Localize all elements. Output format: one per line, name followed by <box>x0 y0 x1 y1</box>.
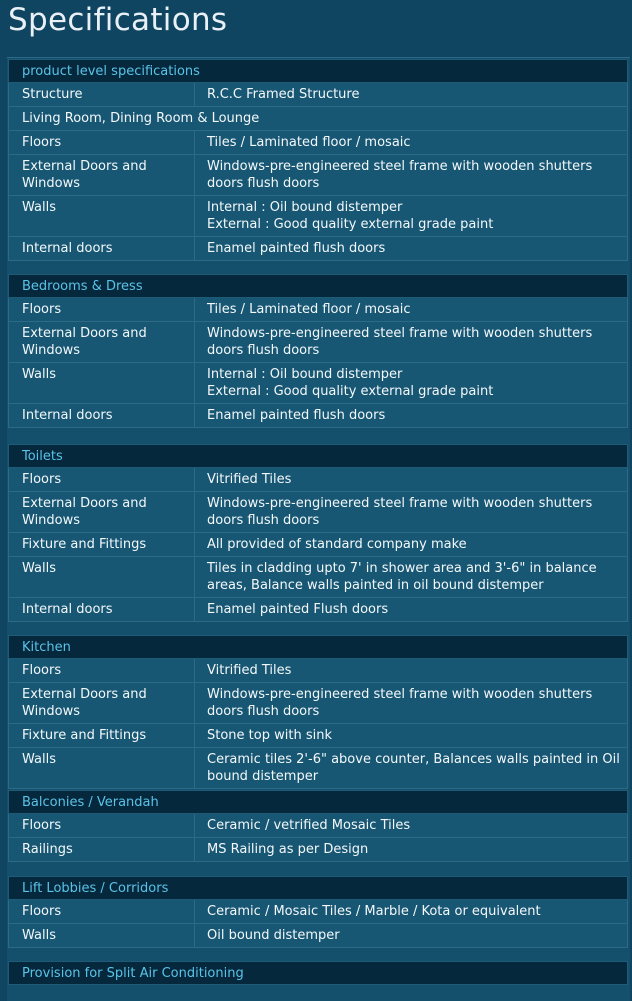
table-row <box>8 533 628 557</box>
section-heading: product level specifications <box>8 59 628 83</box>
section-heading: Toilets <box>8 444 628 468</box>
row-label: Structure <box>9 83 195 106</box>
row-label: Fixture and Fittings <box>9 724 195 747</box>
row-label: Living Room, Dining Room & Lounge <box>22 111 260 126</box>
section-product <box>8 59 628 261</box>
row-value: Windows-pre-engineered steel frame with wooden shutters doors flush doors <box>207 326 593 358</box>
row-label: External Doors and Windows <box>9 322 195 362</box>
row-value: Vitrified Tiles <box>207 472 292 487</box>
row-value: Tiles in cladding upto 7' in shower area and 3'-6" in balance areas, Balance walls painted in oil bound distemper <box>207 561 597 593</box>
section-toilets <box>8 444 628 622</box>
table-row <box>8 196 628 237</box>
row-value: Ceramic / vetrified Mosaic Tiles <box>207 818 411 833</box>
row-value: Tiles / Laminated floor / mosaic <box>207 135 411 150</box>
table-row <box>8 131 628 155</box>
row-value: Ceramic / Mosaic Tiles / Marble / Kota or equivalent <box>207 904 541 919</box>
section-kitchen <box>8 635 628 789</box>
row-label: Railings <box>9 838 195 861</box>
table-row <box>8 724 628 748</box>
table-row <box>8 900 628 924</box>
row-value: Ceramic tiles 2'-6" above counter, Balances walls painted in Oil bound distemper <box>207 752 620 784</box>
table-row <box>8 83 628 107</box>
row-value: Windows-pre-engineered steel frame with wooden shutters doors flush doors <box>207 159 593 191</box>
section-heading: Kitchen <box>8 635 628 659</box>
table-row <box>8 838 628 862</box>
table-row <box>8 748 628 789</box>
section-balconies <box>8 790 628 862</box>
row-label: Walls <box>9 924 195 947</box>
table-row <box>8 924 628 948</box>
row-label: Internal doors <box>9 598 195 621</box>
row-value: Enamel painted Flush doors <box>207 602 389 617</box>
row-value: Stone top with sink <box>207 728 332 743</box>
table-row <box>8 492 628 533</box>
section-heading: Provision for Split Air Conditioning <box>8 961 628 985</box>
row-value: Internal : Oil bound distemper External : Good quality external grade paint <box>207 367 494 399</box>
row-label: External Doors and Windows <box>9 155 195 195</box>
row-value: Enamel painted flush doors <box>207 241 386 256</box>
row-label: Floors <box>9 814 195 837</box>
table-row <box>8 468 628 492</box>
row-value: Internal : Oil bound distemper External : Good quality external grade paint <box>207 200 494 232</box>
table-row <box>8 598 628 622</box>
table-row <box>8 683 628 724</box>
row-label: Walls <box>9 557 195 597</box>
table-row <box>8 814 628 838</box>
row-label: Walls <box>9 748 195 788</box>
page-title: Specifications <box>8 2 228 38</box>
table-row <box>8 322 628 363</box>
row-label: External Doors and Windows <box>9 683 195 723</box>
row-label: Walls <box>9 196 195 236</box>
table-row <box>8 107 628 131</box>
row-label: Walls <box>9 363 195 403</box>
row-label: Floors <box>9 659 195 682</box>
row-value: R.C.C Framed Structure <box>207 87 360 102</box>
row-label: Fixture and Fittings <box>9 533 195 556</box>
row-label: Floors <box>9 900 195 923</box>
row-value: Windows-pre-engineered steel frame with wooden shutters doors flush doors <box>207 496 593 528</box>
section-lift-lobbies <box>8 876 628 948</box>
row-value: Oil bound distemper <box>207 928 340 943</box>
row-label: Floors <box>9 468 195 491</box>
row-label: Internal doors <box>9 237 195 260</box>
table-row <box>8 404 628 428</box>
table-row <box>8 557 628 598</box>
row-label: Floors <box>9 131 195 154</box>
row-label: Floors <box>9 298 195 321</box>
row-value: All provided of standard company make <box>207 537 467 552</box>
row-value: Windows-pre-engineered steel frame with wooden shutters doors flush doors <box>207 687 593 719</box>
section-heading: Bedrooms & Dress <box>8 274 628 298</box>
row-label: External Doors and Windows <box>9 492 195 532</box>
table-row <box>8 155 628 196</box>
table-row <box>8 298 628 322</box>
row-value: Tiles / Laminated floor / mosaic <box>207 302 411 317</box>
table-row <box>8 237 628 261</box>
section-bedrooms <box>8 274 628 428</box>
row-value: Enamel painted flush doors <box>207 408 386 423</box>
row-label: Internal doors <box>9 404 195 427</box>
section-heading: Lift Lobbies / Corridors <box>8 876 628 900</box>
row-value: MS Railing as per Design <box>207 842 369 857</box>
section-air-conditioning <box>8 961 628 985</box>
table-row <box>8 363 628 404</box>
table-row <box>8 659 628 683</box>
section-heading: Balconies / Verandah <box>8 790 628 814</box>
row-value: Vitrified Tiles <box>207 663 292 678</box>
